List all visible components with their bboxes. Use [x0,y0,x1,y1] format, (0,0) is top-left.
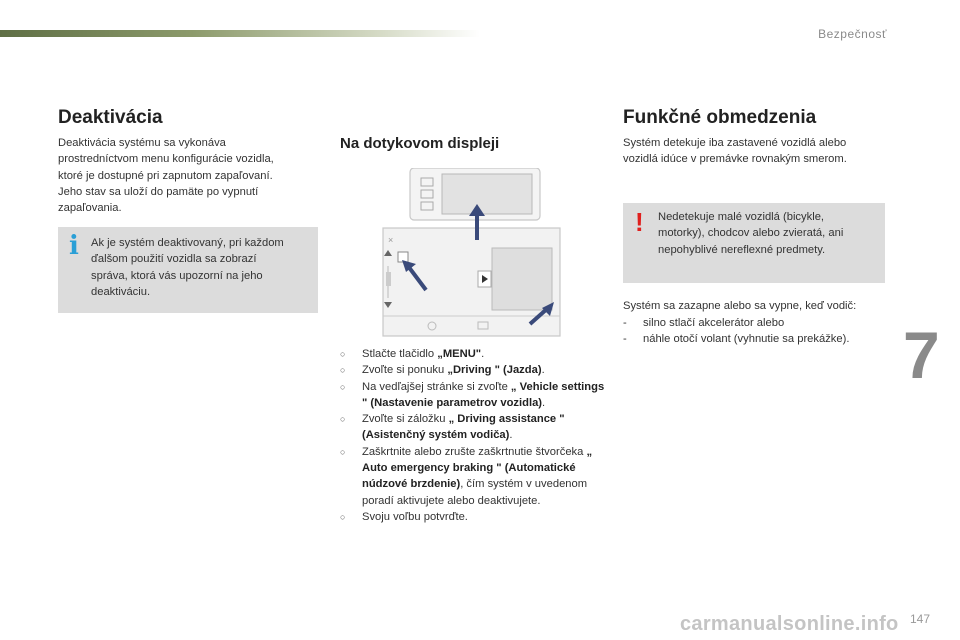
text-line: nepohyblivé nereflexné predmety. [658,243,826,256]
text-line: Deaktivácia systému sa vykonáva [58,137,226,149]
list-item [340,362,610,378]
bullet-icon: ○ [340,381,346,392]
list-item [340,346,610,362]
step-text: Na vedľajšej stránke si zvoľte [362,380,511,393]
list-item [340,411,610,444]
touchscreen-title: Na dotykovom displeji [340,135,500,152]
text-line: Nedetekuje malé vozidlá (bicykle, [658,211,825,223]
conditions-list [623,315,913,348]
touchscreen-illustration [380,168,570,338]
step-text: Stlačte tlačidlo [362,348,438,360]
text-line: Ak je systém deaktivovaný, pri každom [91,237,284,249]
step-bold: „ Auto emergency braking " (Automatické núdzové brzdenie) [362,445,593,491]
page-number: 147 [910,612,931,626]
bullet-icon: ○ [340,349,346,359]
list-item [340,444,610,509]
step-text: Zaškrtnite alebo zrušte zaškrtnutie štvorčeka [362,445,587,458]
warning-box [623,203,885,283]
step-text: . [509,429,513,442]
bullet-icon: ○ [340,414,346,425]
instruction-list [340,346,610,525]
chapter-number: 7 [903,318,940,392]
text-line: zapaľovania. [58,202,122,215]
svg-text:×: × [388,235,394,245]
section-title: Bezpečnosť [818,27,887,41]
list-item [340,379,610,412]
limits-title: Funkčné obmedzenia [623,107,817,128]
text-line: deaktiváciu. [91,285,151,298]
step-text: , čím systém v uvedenom poradí aktivujete alebo deaktivujete. [362,478,588,507]
dash-bullet: - [623,317,627,329]
step-text: Zvoľte si záložku [362,413,449,426]
text-line: motorky), chodcov alebo zvieratá, ani [658,227,844,240]
text-line: ktoré je dostupné pri zapnutom zapaľovaní. [58,169,273,182]
limits-text [623,135,903,168]
step-bold: „MENU" [437,348,482,360]
text-line: vozidlá idúce v premávke rovnakým smerom. [623,153,847,166]
warning-text [658,209,880,258]
text-line: prostredníctvom menu konfigurácie vozidla, [58,153,274,166]
step-text: . [541,364,545,377]
info-box [58,227,318,313]
watermark: carmanualsonline.info [680,613,899,635]
text-line: Systém detekuje iba zastavené vozidlá alebo [623,137,847,149]
step-bold: „ Vehicle settings " (Nastavenie parametrov vozidla) [362,380,605,409]
step-text: . [481,348,485,360]
warning-icon: ! [635,207,644,237]
header-color-bar [0,30,480,37]
list-item [623,331,913,347]
step-text: . [542,396,546,409]
bullet-icon: ○ [340,446,346,457]
info-text [91,235,311,300]
step-text: Svoju voľbu potvrďte. [362,510,468,523]
text-line: správa, ktorá vás upozorní na jeho [91,269,263,282]
text-line: ďalšom použití vozidla sa zobrazí [91,253,257,266]
info-icon: i [69,231,79,261]
step-text: Zvoľte si ponuku [362,364,448,377]
step-bold: „ Driving assistance " (Asistenčný systém vodiča) [362,413,565,442]
bullet-icon: ○ [340,365,346,376]
text-line: Jeho stav sa uloží do pamäte po vypnutí [58,185,259,198]
list-item [340,509,610,525]
deactivation-title: Deaktivácia [58,107,163,128]
condition-text: silno stlačí akcelerátor alebo [643,317,785,329]
dash-bullet: - [623,333,627,346]
list-item [623,315,913,331]
condition-text: náhle otočí volant (vyhnutie sa prekážke). [643,333,850,346]
conditions-intro: Systém sa zazapne alebo sa vypne, keď vodič: [623,300,857,312]
step-bold: „Driving " (Jazda) [447,364,542,377]
deactivation-text [58,135,318,216]
bullet-icon: ○ [340,511,346,522]
